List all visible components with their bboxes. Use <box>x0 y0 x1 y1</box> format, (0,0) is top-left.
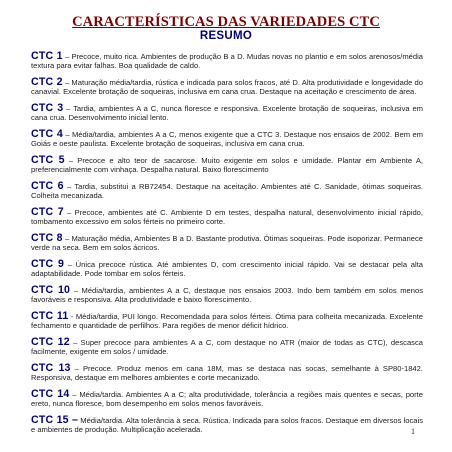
page-subtitle: RESUMO <box>199 30 253 42</box>
page-number: 1 <box>411 427 415 436</box>
variety-description: – Maturação média/tardia, rústica e indicada para solos fracos, até D. Alta produtividade e longevidade do canavial. Excelente brotação de soqueiras, inclusiva em cana crua. Destaque na aceitação e crescimento de área. <box>31 77 424 96</box>
variety-description: – Média/tardia, ambientes A a C, menos exigente que a CTC 3. Destaque nos ensaios de 2002. Bem em Goiás e oeste paulista. Excelente brotação de soqueiras, inclusiva em cana crua. <box>31 129 423 148</box>
variety-description: – Super precoce para ambientes A a C, com destaque no ATR (maior de todas as CTC), descasca facilmente, exigente em solos / umidade. <box>31 337 423 356</box>
variety-entry <box>31 387 424 408</box>
variety-description: – Precoce. Produz menos em cana 18M, mas se destaca nas socas, semelhante à SP80-1842. Responsiva, destaque em melhores ambientes e corte mecanizado. <box>31 363 423 382</box>
variety-code: CTC 13 <box>31 361 71 374</box>
variety-entry <box>31 179 423 200</box>
variety-description: – Única precoce rústica. Até ambientes D, com crescimento inicial rápido. Vai se destacar pela alta adaptabilidade. Pode tombar em solos férteis. <box>31 259 423 278</box>
variety-description: – Tardia, substitui a RB72454. Destaque na aceitação. Ambientes até C. Sanidade, ótimas soqueiras. Colheita mecanizada. <box>31 181 423 200</box>
variety-code: CTC 2 <box>31 75 63 88</box>
variety-code: CTC 14 <box>31 387 70 400</box>
variety-entry <box>31 231 424 252</box>
variety-description: – Tardia, ambientes A a C, nunca floresce e responsiva. Excelente brotação de soqueiras, inclusiva em cana crua. Desenvolvimento inicial lento. <box>31 103 424 122</box>
variety-entry <box>31 127 423 148</box>
variety-description: – Precoce e alto teor de sacarose. Muito exigente em solos e umidade. Plantar em Ambiente A, preferencialmente com vinhaça. Despalha natural. Baixo florescimento <box>31 155 424 174</box>
variety-entry <box>31 205 423 226</box>
variety-code: CTC 11 <box>31 309 69 322</box>
variety-entry <box>31 257 423 278</box>
variety-description: – Média/tardia. Ambientes A a C; alta produtividade, tolerância a regiões mais quentes e secas, porte ereto, nunca floresce, bom desempenho em solos menos favoráveis. <box>31 389 424 408</box>
variety-entry <box>31 361 423 382</box>
variety-code: CTC 15 – <box>31 413 79 426</box>
variety-code: CTC 12 <box>31 335 70 348</box>
variety-list <box>31 44 423 438</box>
page-title: CARACTERÍSTICAS DAS VARIEDADES CTC <box>72 14 380 30</box>
variety-code: CTC 5 <box>31 153 65 166</box>
variety-description: – Precoce, muito rica. Ambientes de produção B a D. Mudas novas no plantio e em solos arenosos/média textura para evitar falhas. Boa qualidade de caldo. <box>31 51 424 70</box>
variety-code: CTC 4 <box>31 127 63 140</box>
variety-entry <box>31 153 424 174</box>
variety-entry <box>31 283 423 304</box>
variety-entry <box>31 335 423 356</box>
variety-description: – Média/tardia, ambientes A a C, destaque nos ensaios 2003. Indo bem também em solos menos favoráveis e responsiva. Alta produtividade e baixo florescimento. <box>31 285 423 304</box>
variety-description: Média/tardia. Alta tolerância à seca. Rústica. Indicada para solos fracos. Destaque em diversos locais e ambientes de produção. Multiplicação acelerada. <box>31 415 423 434</box>
variety-code: CTC 9 <box>31 257 65 270</box>
variety-entry <box>31 101 424 122</box>
variety-code: CTC 6 <box>31 179 64 192</box>
variety-entry <box>31 309 424 330</box>
variety-code: CTC 10 <box>31 283 71 296</box>
variety-entry <box>31 49 424 70</box>
variety-code: CTC 8 <box>31 231 63 244</box>
variety-code: CTC 3 <box>31 101 64 114</box>
variety-description: – Maturação média, Ambientes B a D. Bastante produtiva. Ótimas soqueiras. Pode isoporizar. Permanece verde na seca. Bem em solos ácricos. <box>31 233 424 252</box>
variety-code: CTC 1 <box>31 49 63 62</box>
variety-description: - Média/tardia, PUI longo. Recomendada para solos férteis. Ótima para colheita mecanizada. Excelente fechamento e quantidade de perfilhos. Para regiões de menor déficit hídrico. <box>31 311 424 330</box>
variety-entry <box>31 413 423 434</box>
variety-code: CTC 7 <box>31 205 64 218</box>
variety-entry <box>31 75 424 96</box>
variety-description: – Precoce, ambientes até C. Ambiente D em testes, despalha natural, desenvolvimento inicial rápido, tombamento excessivo em solos férteis no primeiro corte. <box>31 207 423 226</box>
